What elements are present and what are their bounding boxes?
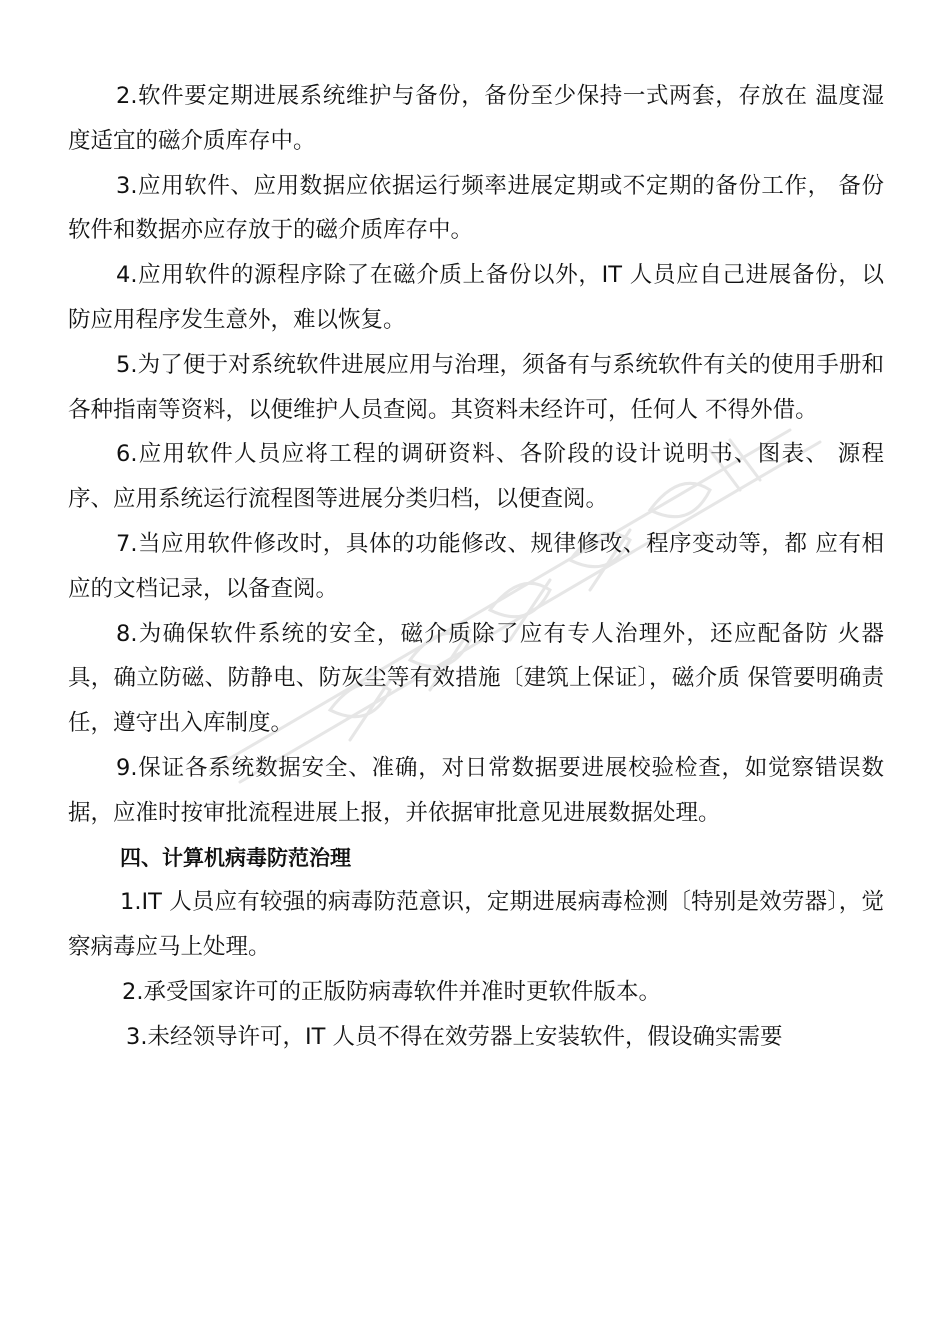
document-body [68, 74, 884, 1060]
paragraph-change-records: 7.当应用软件修改时，具体的功能修改、规律修改、程序变动等，都 应有相应的文档记录，以备查阅。 [68, 530, 884, 602]
paragraph-source-backup: 4.应用软件的源程序除了在磁介质上备份以外，IT 人员应自己进展备份，以防应用程序发生意外，难以恢复。 [68, 262, 884, 333]
paragraph-manuals: 5.为了便于对系统软件进展应用与治理，须备有与系统软件有关的使用手册和各种指南等资料，以便维护人员查阅。其资料未经许可，任何人 不得外借。 [68, 351, 884, 423]
paragraph-data-verification: 9.保证各系统数据安全、准确，对日常数据要进展校验检查，如觉察错误数据，应准时按审批流程进展上报，并依据审批意见进展数据处理。 [68, 754, 884, 826]
paragraph-backup-copies: 2.软件要定期进展系统维护与备份，备份至少保持一式两套，存放在 温度湿度适宜的磁介质库存中。 [68, 83, 884, 154]
paragraph-archiving: 6.应用软件人员应将工程的调研资料、各阶段的设计说明书、图表、 源程序、应用系统运行流程图等进展分类归档，以便查阅。 [68, 441, 884, 513]
paragraph-backup-frequency: 3.应用软件、应用数据应依据运行频率进展定期或不定期的备份工作， 备份软件和数据亦应存放于的磁介质库存中。 [68, 172, 884, 244]
paragraph-antivirus-software: 2.承受国家许可的正版防病毒软件并准时更软件版本。 [122, 978, 661, 1005]
paragraph-media-security: 8.为确保软件系统的安全，磁介质除了应有专人治理外，还应配备防 火器具，确立防磁、防静电、防灰尘等有效措施〔建筑上保证〕，磁介质 保管要明确责任，遵守出入库制度。 [68, 620, 884, 737]
paragraph-install-permission: 3.未经领导许可，IT 人员不得在效劳器上安装软件，假设确实需要 [126, 1023, 783, 1050]
section-heading: 四、计算机病毒防范治理 [120, 845, 351, 870]
paragraph-virus-awareness: 1.IT 人员应有较强的病毒防范意识，定期进展病毒检测〔特别是效劳器〕，觉察病毒应马上处理。 [68, 889, 884, 961]
